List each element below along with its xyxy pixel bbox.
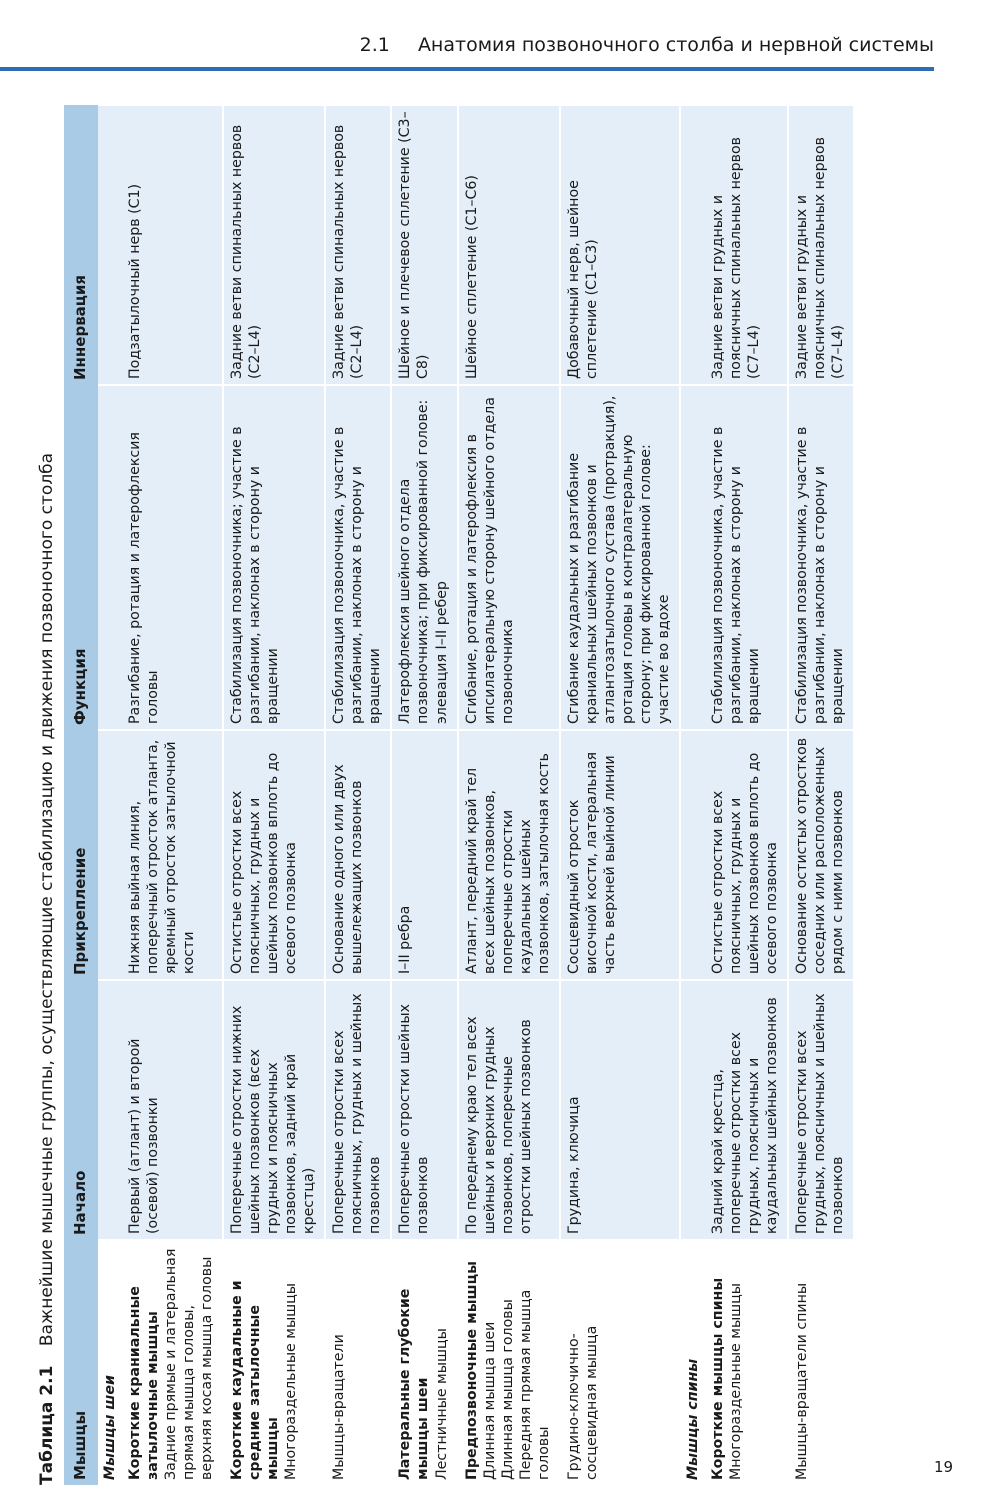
table-row [122,105,223,1485]
section-filler-cell [98,980,122,1240]
running-head [360,34,934,56]
function-cell: Сгибание каудальных и разгибание краниальных шейных позвонков и атлантозатылочного сустава (протракция), ротация головы в контралатеральную сторону; при фиксированной голове: участие во вдохе [560,385,680,730]
table-row [325,105,391,1485]
page-number: 19 [934,1458,954,1476]
muscle-cell [788,1240,854,1485]
muscle-name: Грудино-ключично-сосцевидная мышца [565,1325,600,1480]
origin-cell: Поперечные отростки шейных позвонков [391,980,457,1240]
origin-cell: Задний край крестца, поперечные отростки всех грудных, поясничных и каудальных шейных позвонков [705,980,788,1240]
muscle-table [64,104,855,1485]
column-header-origin: Начало [64,980,98,1240]
origin-cell: Поперечные отростки всех грудных, поясничных и шейных позвонков [788,980,854,1240]
insertion-cell: Остистые отростки всех поясничных, грудных и шейных позвонков вплоть до осевого позвонка [223,730,325,980]
section-filler-cell [98,730,122,980]
header-rule [0,67,934,71]
muscle-cell [122,1240,223,1485]
origin-cell: Поперечные отростки нижних шейных позвонков (всех грудных и поясничных позвонков, задний край крестца) [223,980,325,1240]
insertion-cell: I–II ребра [391,730,457,980]
section-filler-cell [680,730,705,980]
origin-cell: Первый (атлант) и второй (осевой) позвонки [122,980,223,1240]
table-row [705,105,788,1485]
muscle-group-name: Короткие мышцы спины [709,1277,726,1480]
muscle-name: Лестничные мышцы [433,1328,450,1480]
muscle-name: Многораздельные мышцы [727,1282,744,1480]
innervation-cell: Шейное сплетение (C1–C6) [458,105,560,385]
section-filler-cell [98,105,122,385]
innervation-cell: Шейное и плечевое сплетение (C3–C8) [391,105,457,385]
insertion-cell: Основание одного или двух вышележащих позвонков [325,730,391,980]
section-title: Мышцы спины [680,1240,705,1485]
section-title: Анатомия позвоночного столба и нервной системы [417,34,934,56]
table-caption-text: Важнейшие мышечные группы, осуществляющие стабилизацию и движения позвоночного столба [37,452,57,1347]
origin-cell: По переднему краю тел всех шейных и верхних грудных позвонков, поперечные отростки шейных позвонков [458,980,560,1240]
section-filler-cell [98,385,122,730]
muscle-name: Длинная мышца шеи [481,1321,498,1480]
innervation-cell: Задние ветви спинальных нервов (C2–L4) [223,105,325,385]
table-label: Таблица 2.1 [37,1365,57,1485]
innervation-cell: Подзатылочный нерв (C1) [122,105,223,385]
section-filler-cell [680,980,705,1240]
function-cell: Разгибание, ротация и латерофлексия головы [122,385,223,730]
insertion-cell: Остистые отростки всех поясничных, грудных и шейных позвонков вплоть до осевого позвонка [705,730,788,980]
table-caption [30,105,64,1485]
muscle-name: Мышцы-вращатели [331,1334,348,1480]
table-header-row [64,105,98,1485]
insertion-cell: Нижняя выйная линия, поперечный отросток атланта, яремный отросток затылочной кости [122,730,223,980]
muscle-cell [325,1240,391,1485]
innervation-cell: Задние ветви грудных и поясничных спинальных нервов (C7–L4) [705,105,788,385]
innervation-cell: Задние ветви спинальных нервов (C2–L4) [325,105,391,385]
table-row [560,105,680,1485]
insertion-cell: Сосцевидный отросток височной кости, латеральная часть верхней выйной линии [560,730,680,980]
function-cell: Стабилизация позвоночника, участие в разгибании, наклонах в сторону и вращении [788,385,854,730]
innervation-cell: Задние ветви грудных и поясничных спинальных нервов (C7–L4) [788,105,854,385]
function-cell: Латерофлексия шейного отдела позвоночника; при фиксированной голове: элевация I–II ребер [391,385,457,730]
table-row [788,105,854,1485]
rotated-table-area [30,105,910,1485]
muscle-name: Мышцы-вращатели спины [794,1282,811,1480]
muscle-name: Многораздельные мышцы [283,1282,300,1480]
muscle-group-name: Короткие каудальные и средние затылочные мышцы [229,1280,282,1480]
section-row [680,105,705,1485]
muscle-name: Передняя прямая мышца головы [517,1289,552,1480]
table-row [391,105,457,1485]
column-header-muscles: Мышцы [64,1240,98,1485]
section-filler-cell [680,105,705,385]
muscle-cell [560,1240,680,1485]
origin-cell: Поперечные отростки всех поясничных, грудных и шейных позвонков [325,980,391,1240]
muscle-name: Задние прямые и латеральная прямая мышца головы, верхняя косая мышца головы [163,1248,216,1480]
muscle-group-name: Короткие краниальные затылочные мышцы [127,1286,162,1480]
column-header-innervation: Иннервация [64,105,98,385]
function-cell: Стабилизация позвоночника, участие в разгибании, наклонах в сторону и вращении [705,385,788,730]
muscle-cell [705,1240,788,1485]
section-filler-cell [680,385,705,730]
muscle-cell [458,1240,560,1485]
section-row [98,105,122,1485]
function-cell: Стабилизация позвоночника; участие в разгибании, наклонах в сторону и вращении [223,385,325,730]
insertion-cell: Основание остистых отростков соседних или расположенных рядом с ними позвонков [788,730,854,980]
column-header-insertion: Прикрепление [64,730,98,980]
table-row [223,105,325,1485]
origin-cell: Грудина, ключица [560,980,680,1240]
muscle-group-name: Латеральные глубокие мышцы шеи [397,1288,432,1480]
muscle-name: Длинная мышца головы [499,1299,516,1480]
function-cell: Стабилизация позвоночника, участие в разгибании, наклонах в сторону и вращении [325,385,391,730]
muscle-cell [391,1240,457,1485]
table-body [98,105,854,1485]
column-header-function: Функция [64,385,98,730]
section-title: Мышцы шеи [98,1240,122,1485]
function-cell: Сгибание, ротация и латерофлексия в ипсилатеральную сторону шейного отдела позвоночника [458,385,560,730]
muscle-group-name: Предпозвоночные мышцы [463,1261,480,1480]
innervation-cell: Добавочный нерв, шейное сплетение (C1–C3) [560,105,680,385]
table-row [458,105,560,1485]
section-number: 2.1 [359,34,390,56]
insertion-cell: Атлант, передний край тел всех шейных позвонков, поперечные отростки каудальных шейных позвонков, затылочная кость [458,730,560,980]
muscle-cell [223,1240,325,1485]
